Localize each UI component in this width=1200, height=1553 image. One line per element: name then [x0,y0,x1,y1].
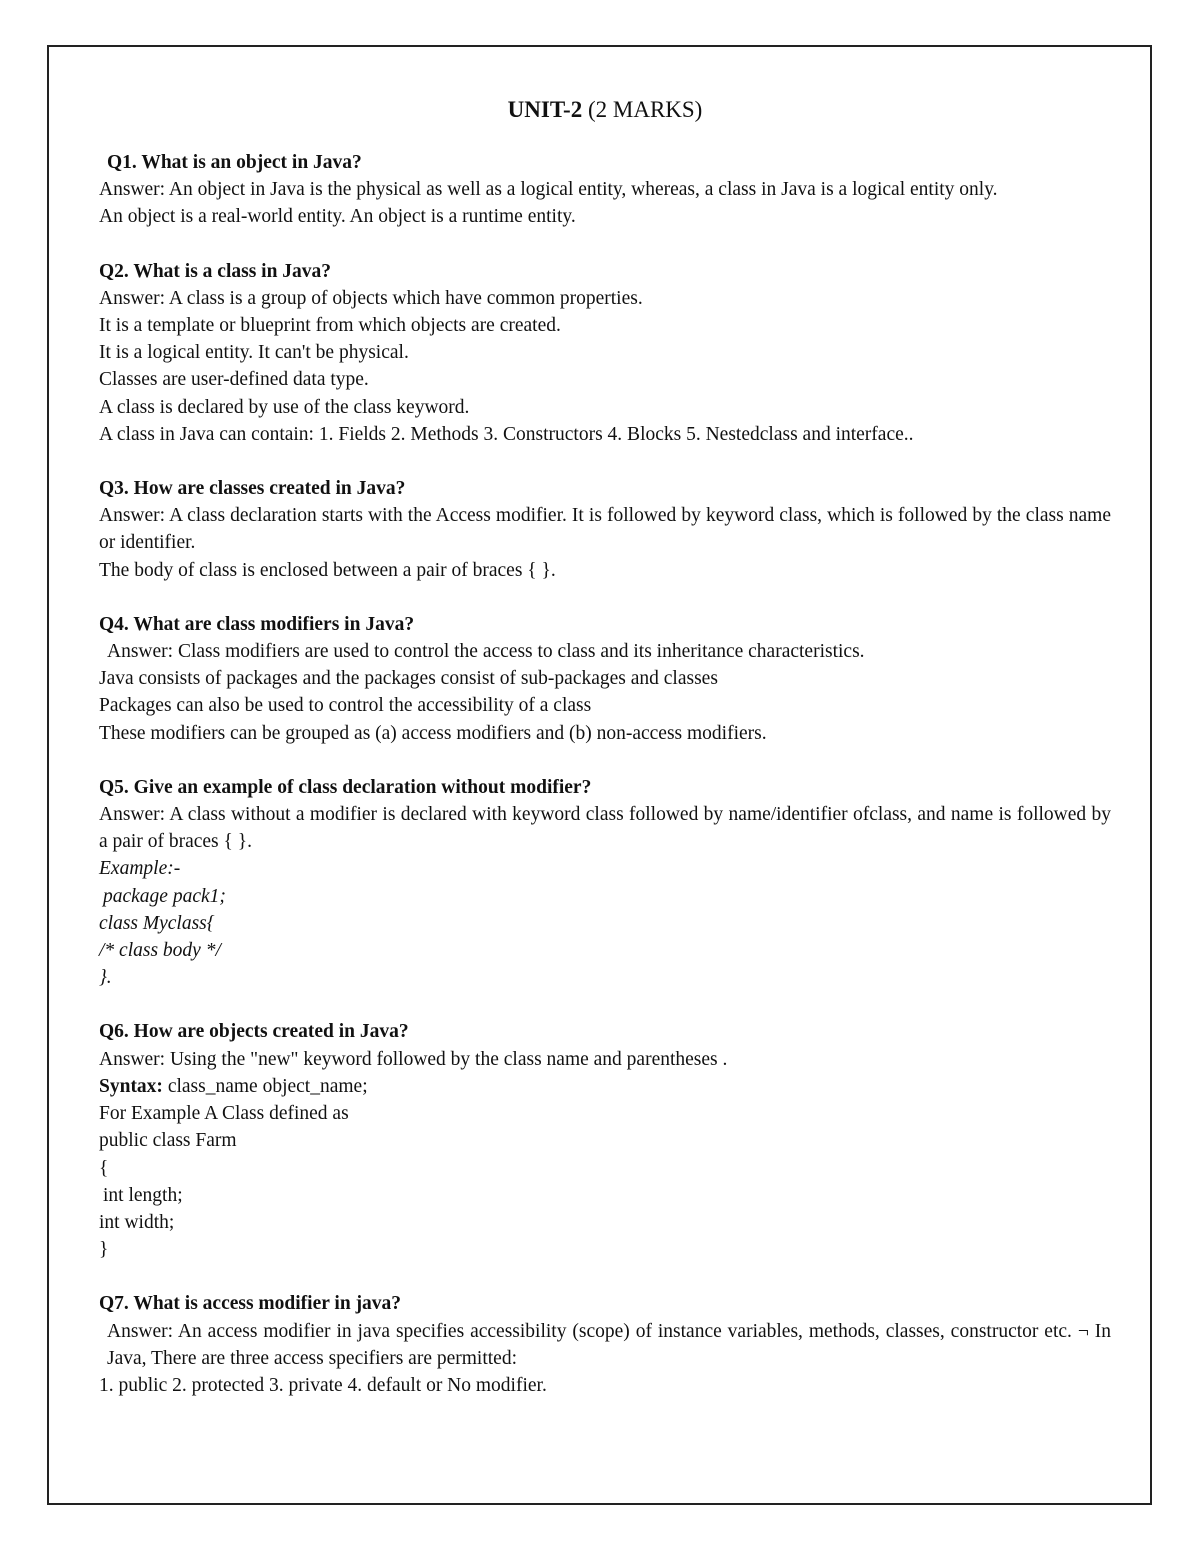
question-q3: Q3. How are classes created in Java? [99,478,406,500]
qa-block-q3 [99,475,1111,584]
qa-block-q4 [99,611,1111,747]
answer-line: Answer: A class without a modifier is declared with keyword class followed by name/identifier ofclass, and name is followed by a pair of braces { }. [99,804,1111,853]
code-line: /* class body */ [99,940,221,962]
code-line: int width; [99,1211,175,1233]
answer-line: The body of class is enclosed between a pair of braces { }. [99,559,556,581]
answer-line: A class in Java can contain: 1. Fields 2. Methods 3. Constructors 4. Blocks 5. Nestedclass and interface.. [99,423,914,445]
answer-line: It is a template or blueprint from which objects are created. [99,315,561,337]
answer-line: Answer: Class modifiers are used to control the access to class and its inheritance characteristics. [107,641,865,663]
code-line: { [99,1157,109,1179]
answer-line: 1. public 2. protected 3. private 4. default or No modifier. [99,1374,547,1396]
answer-line: It is a logical entity. It can't be physical. [99,342,409,364]
answer-line: Answer: A class is a group of objects which have common properties. [99,287,643,309]
question-q1: Q1. What is an object in Java? [107,152,362,173]
code-line: class Myclass{ [99,912,215,934]
code-line: package pack1; [103,885,226,907]
code-line: public class Farm [99,1130,237,1152]
answer-line: Answer: An access modifier in java specifies accessibility (scope) of instance variables, methods, classes, constructor etc. ¬ In Java, There are three access specifiers are permitted: [107,1320,1111,1369]
answer-line: Packages can also be used to control the accessibility of a class [99,695,592,717]
code-line: For Example A Class defined as [99,1103,349,1125]
question-q2: Q2. What is a class in Java? [99,260,332,282]
syntax-label: Syntax: [99,1075,163,1097]
qa-block-q1 [99,149,1111,231]
answer-line: Classes are user-defined data type. [99,369,369,391]
syntax-value: class_name object_name; [162,1075,368,1097]
syntax-line [99,1073,1111,1100]
code-line: }. [99,967,112,989]
code-line: } [99,1239,109,1261]
answer-line: Answer: A class declaration starts with the Access modifier. It is followed by keyword class, which is followed by the class name or identifier. [99,505,1111,554]
question-q4: Q4. What are class modifiers in Java? [99,613,415,635]
qa-block-q7 [99,1290,1111,1399]
question-q6: Q6. How are objects created in Java? [99,1021,409,1043]
answer-line: Java consists of packages and the packages consist of sub-packages and classes [99,668,718,690]
qa-block-q6 [99,1018,1111,1263]
document-body [99,95,1111,1426]
answer-line: An object is a real-world entity. An object is a runtime entity. [99,206,576,228]
title-marks: (2 MARKS) [582,97,703,122]
question-q7: Q7. What is access modifier in java? [99,1293,402,1315]
code-line: int length; [103,1184,183,1206]
qa-block-q2 [99,258,1111,448]
answer-line: Answer: Using the "new" keyword followed by the class name and parentheses . [99,1048,728,1070]
title-unit: UNIT-2 [507,97,583,122]
answer-line: Answer: An object in Java is the physical as well as a logical entity, whereas, a class in Java is a logical entity only. [99,179,998,201]
answer-line: These modifiers can be grouped as (a) access modifiers and (b) non-access modifiers. [99,722,767,744]
example-label: Example:- [99,858,181,880]
question-q5: Q5. Give an example of class declaration without modifier? [99,776,592,798]
page-title [99,95,1111,125]
qa-block-q5 [99,774,1111,992]
answer-line: A class is declared by use of the class keyword. [99,396,470,418]
